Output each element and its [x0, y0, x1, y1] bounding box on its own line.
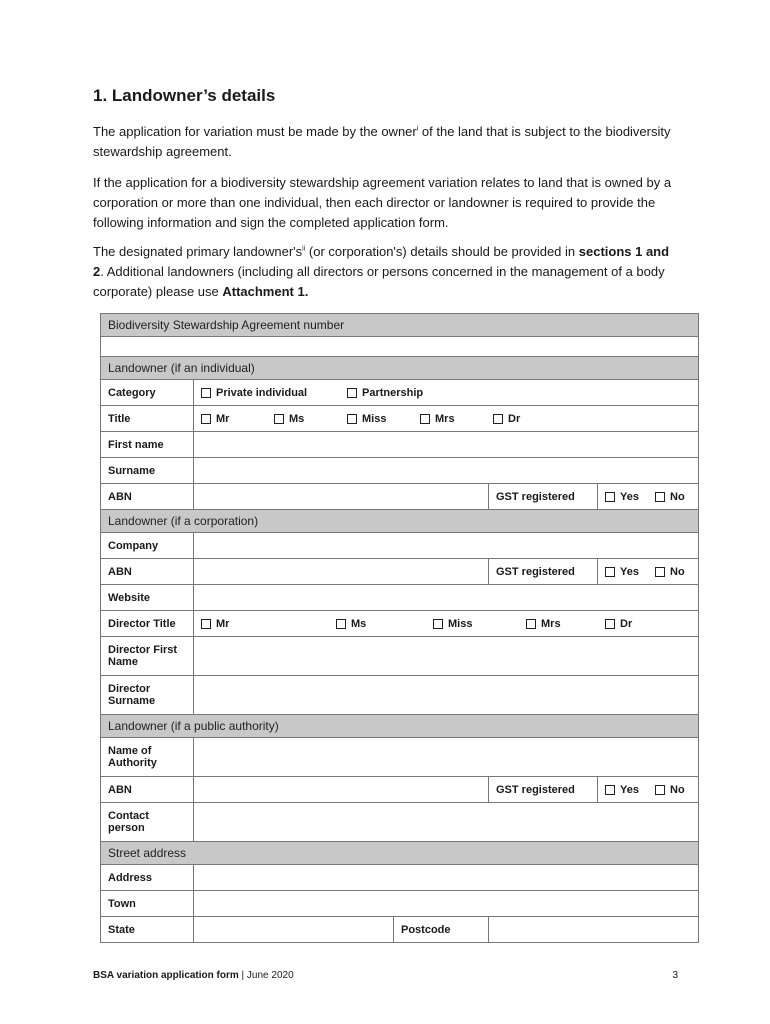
checkbox-icon [274, 414, 284, 424]
authority-section-header: Landowner (if a public authority) [101, 715, 699, 738]
abn-field[interactable] [194, 777, 489, 803]
corporation-section-header: Landowner (if a corporation) [101, 510, 699, 533]
landowner-form [100, 313, 699, 943]
footnote-marker-ii[interactable]: ii [302, 245, 306, 253]
bsa-number-header: Biodiversity Stewardship Agreement number [101, 314, 699, 337]
website-field[interactable] [194, 585, 699, 611]
checkbox-label: Private individual [216, 386, 308, 399]
checkbox-icon [605, 619, 615, 629]
postcode-label: Postcode [394, 917, 489, 943]
checkbox-label: Miss [362, 412, 387, 425]
footer-doc-info [93, 970, 294, 981]
director-title-label: Director Title [101, 611, 194, 637]
gst-options [598, 559, 699, 585]
checkbox-icon [655, 785, 665, 795]
authority-name-label: Name of Authority [101, 738, 194, 777]
gst-no-checkbox[interactable] [655, 566, 685, 578]
surname-label: Surname [101, 458, 194, 484]
company-field[interactable] [194, 533, 699, 559]
town-label: Town [101, 891, 194, 917]
checkbox-label: No [670, 490, 685, 503]
address-label: Address [101, 865, 194, 891]
checkbox-icon [201, 619, 211, 629]
checkbox-icon [605, 492, 615, 502]
checkbox-label: Yes [620, 490, 639, 503]
director-dr-checkbox[interactable] [605, 618, 632, 630]
page-footer [93, 970, 678, 981]
checkbox-label: Mrs [435, 412, 455, 425]
contact-person-field[interactable] [194, 803, 699, 842]
checkbox-icon [493, 414, 503, 424]
p3-text-c: . Additional landowners (including all directors or persons concerned in the management of a body corporate) please use [93, 264, 665, 299]
gst-yes-checkbox[interactable] [605, 784, 655, 796]
checkbox-icon [605, 785, 615, 795]
designated-landowner-paragraph [93, 242, 683, 302]
checkbox-icon [433, 619, 443, 629]
category-label: Category [101, 380, 194, 406]
footer-separator: | [238, 970, 247, 981]
checkbox-label: Yes [620, 565, 639, 578]
state-field[interactable] [194, 917, 394, 943]
checkbox-icon [526, 619, 536, 629]
company-label: Company [101, 533, 194, 559]
individual-section-header: Landowner (if an individual) [101, 357, 699, 380]
gst-label: GST registered [489, 777, 598, 803]
checkbox-icon [201, 414, 211, 424]
checkbox-label: No [670, 783, 685, 796]
abn-field[interactable] [194, 559, 489, 585]
sections-ref: sections 1 and 2 [93, 244, 670, 279]
gst-label: GST registered [489, 559, 598, 585]
checkbox-label: Mr [216, 412, 230, 425]
postcode-field[interactable] [489, 917, 699, 943]
page-number: 3 [672, 970, 678, 981]
director-title-options [194, 611, 699, 637]
title-dr-checkbox[interactable] [493, 413, 520, 425]
checkbox-label: Mr [216, 617, 230, 630]
title-label: Title [101, 406, 194, 432]
gst-no-checkbox[interactable] [655, 784, 685, 796]
corporation-paragraph: If the application for a biodiversity stewardship agreement variation relates to land that is owned by a corporation or more than one individual, then each director or landowner is required to provide the following information and sign the completed application form. [93, 175, 672, 230]
gst-yes-checkbox[interactable] [605, 491, 655, 503]
first-name-field[interactable] [194, 432, 699, 458]
abn-label: ABN [101, 559, 194, 585]
director-surname-field[interactable] [194, 676, 699, 715]
gst-options [598, 484, 699, 510]
director-surname-label: Director Surname [101, 676, 194, 715]
director-first-name-field[interactable] [194, 637, 699, 676]
street-address-header: Street address [101, 842, 699, 865]
gst-label: GST registered [489, 484, 598, 510]
checkbox-icon [655, 492, 665, 502]
footer-doc-title: BSA variation application form [93, 970, 239, 981]
checkbox-label: Ms [289, 412, 305, 425]
abn-field[interactable] [194, 484, 489, 510]
footer-date: June 2020 [246, 970, 294, 981]
bsa-number-field[interactable] [101, 337, 699, 357]
p3-text-a: The designated primary landowner's [93, 244, 303, 259]
p3-text-b: (or corporation's) details should be provided in [305, 244, 579, 259]
footnote-marker-i[interactable]: i [416, 125, 419, 133]
checkbox-icon [347, 388, 357, 398]
title-ms-checkbox[interactable] [274, 413, 347, 425]
surname-field[interactable] [194, 458, 699, 484]
abn-label: ABN [101, 777, 194, 803]
state-label: State [101, 917, 194, 943]
director-mrs-checkbox[interactable] [526, 618, 605, 630]
checkbox-label: Dr [508, 412, 521, 425]
address-field[interactable] [194, 865, 699, 891]
checkbox-label: Miss [448, 617, 473, 630]
title-mrs-checkbox[interactable] [420, 413, 493, 425]
town-field[interactable] [194, 891, 699, 917]
section-heading: 1. Landowner’s details [93, 86, 276, 105]
gst-no-checkbox[interactable] [655, 491, 685, 503]
checkbox-icon [201, 388, 211, 398]
checkbox-icon [420, 414, 430, 424]
contact-person-label: Contact person [101, 803, 194, 842]
intro-paragraph [93, 122, 683, 162]
gst-yes-checkbox[interactable] [605, 566, 655, 578]
title-options [194, 406, 699, 432]
title-miss-checkbox[interactable] [347, 413, 420, 425]
website-label: Website [101, 585, 194, 611]
director-miss-checkbox[interactable] [433, 618, 526, 630]
first-name-label: First name [101, 432, 194, 458]
director-mr-checkbox[interactable] [201, 618, 336, 630]
director-first-name-label: Director First Name [101, 637, 194, 676]
checkbox-label: Dr [620, 617, 633, 630]
attachment-ref: Attachment 1. [222, 284, 309, 299]
checkbox-icon [605, 567, 615, 577]
abn-label: ABN [101, 484, 194, 510]
p1-text-a: The application for variation must be made by the owner [93, 124, 417, 139]
checkbox-label: No [670, 565, 685, 578]
authority-name-field[interactable] [194, 738, 699, 777]
director-ms-checkbox[interactable] [336, 618, 433, 630]
checkbox-icon [655, 567, 665, 577]
checkbox-icon [336, 619, 346, 629]
gst-options [598, 777, 699, 803]
category-options [194, 380, 699, 406]
checkbox-label: Yes [620, 783, 639, 796]
checkbox-label: Ms [351, 617, 367, 630]
checkbox-icon [347, 414, 357, 424]
checkbox-label: Mrs [541, 617, 561, 630]
partnership-checkbox[interactable] [347, 387, 423, 399]
checkbox-label: Partnership [362, 386, 424, 399]
private-individual-checkbox[interactable] [201, 387, 347, 399]
p1-text-b: of the land that is subject to the biodiversity stewardship agreement. [93, 124, 671, 159]
title-mr-checkbox[interactable] [201, 413, 274, 425]
